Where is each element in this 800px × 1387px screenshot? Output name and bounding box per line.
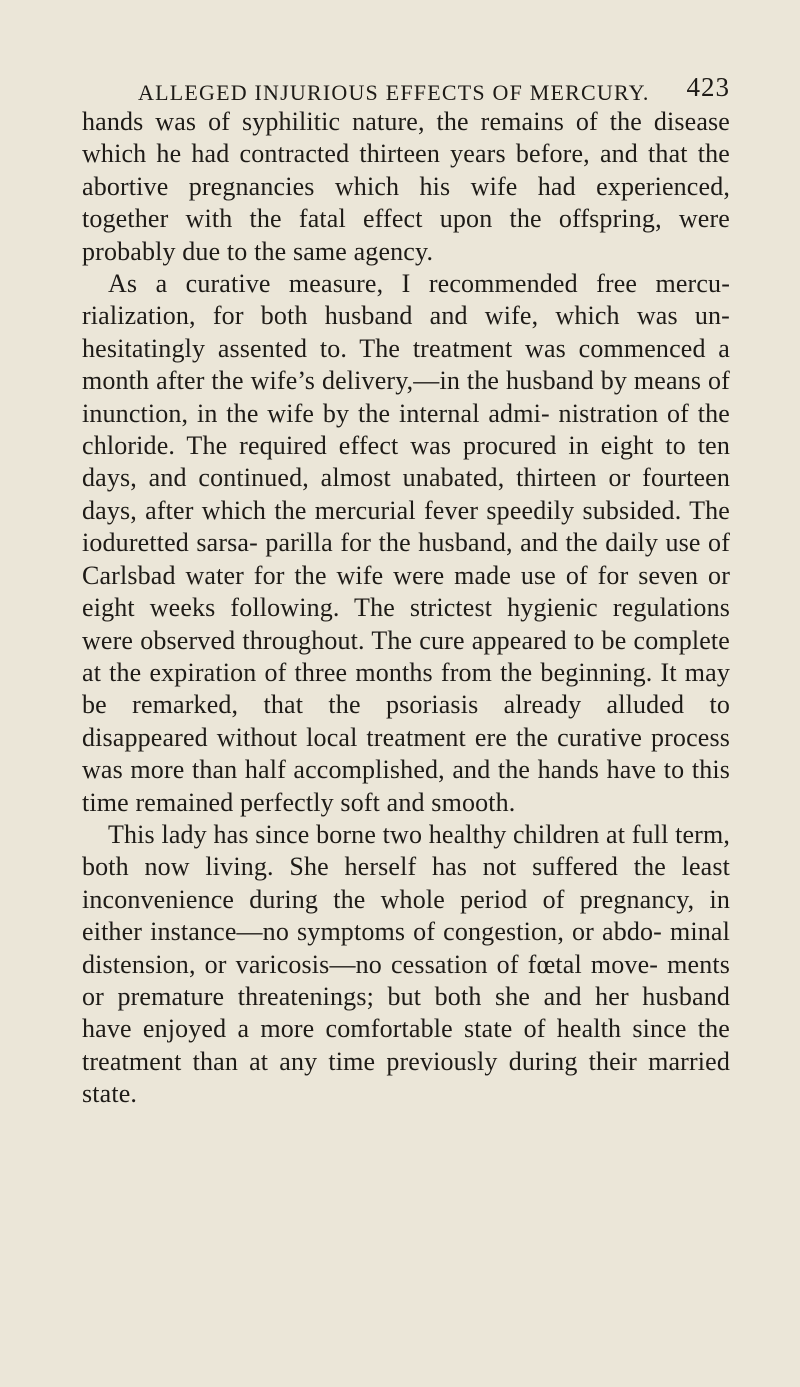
page-number: 423: [686, 72, 730, 102]
running-head: [82, 62, 730, 105]
body-text: [82, 106, 730, 1111]
paragraph-treatment: As a curative measure, I recommended free mercu- rialization, for both husband and wife, which was un- hesitatingly assented to. The treatment was commenced a month after the wife’s delivery,—in the husband by means of inunction, in the wife by the internal admi- nistration of the chloride. The required effect was procured in eight to ten days, and continued, almost unabated, thirteen or fourteen days, after which the mercurial fever speedily subsided. The ioduretted sarsa- parilla for the husband, and the daily use of Carlsbad water for the wife were made use of for seven or eight weeks following. The strictest hygienic regulations were observed throughout. The cure appeared to be complete at the expiration of three months from the beginning. It may be remarked, that the psoriasis already alluded to disappeared without local treatment ere the curative process was more than half accomplished, and the hands have to this time remained perfectly soft and smooth.: [82, 269, 730, 817]
paragraph-outcome: This lady has since borne two healthy children at full term, both now living. She herself has not suffered the least inconvenience during the whole period of pregnancy, in either instance—no symptoms of congestion, or abdo- minal distension, or varicosis—no cessation of fœtal move- ments or premature threatenings; but both she and her husband have enjoyed a more comfortable state of health since the treatment than at any time previously during their married state.: [82, 819, 730, 1109]
paragraph-continued: hands was of syphilitic nature, the remains of the disease which he had contracted thirteen years before, and that the abortive pregnancies which his wife had experienced, together with the fatal effect upon the offspring, were probably due to the same agency.: [82, 107, 730, 266]
running-head-title: ALLEGED INJURIOUS EFFECTS OF MERCURY.: [138, 80, 650, 105]
